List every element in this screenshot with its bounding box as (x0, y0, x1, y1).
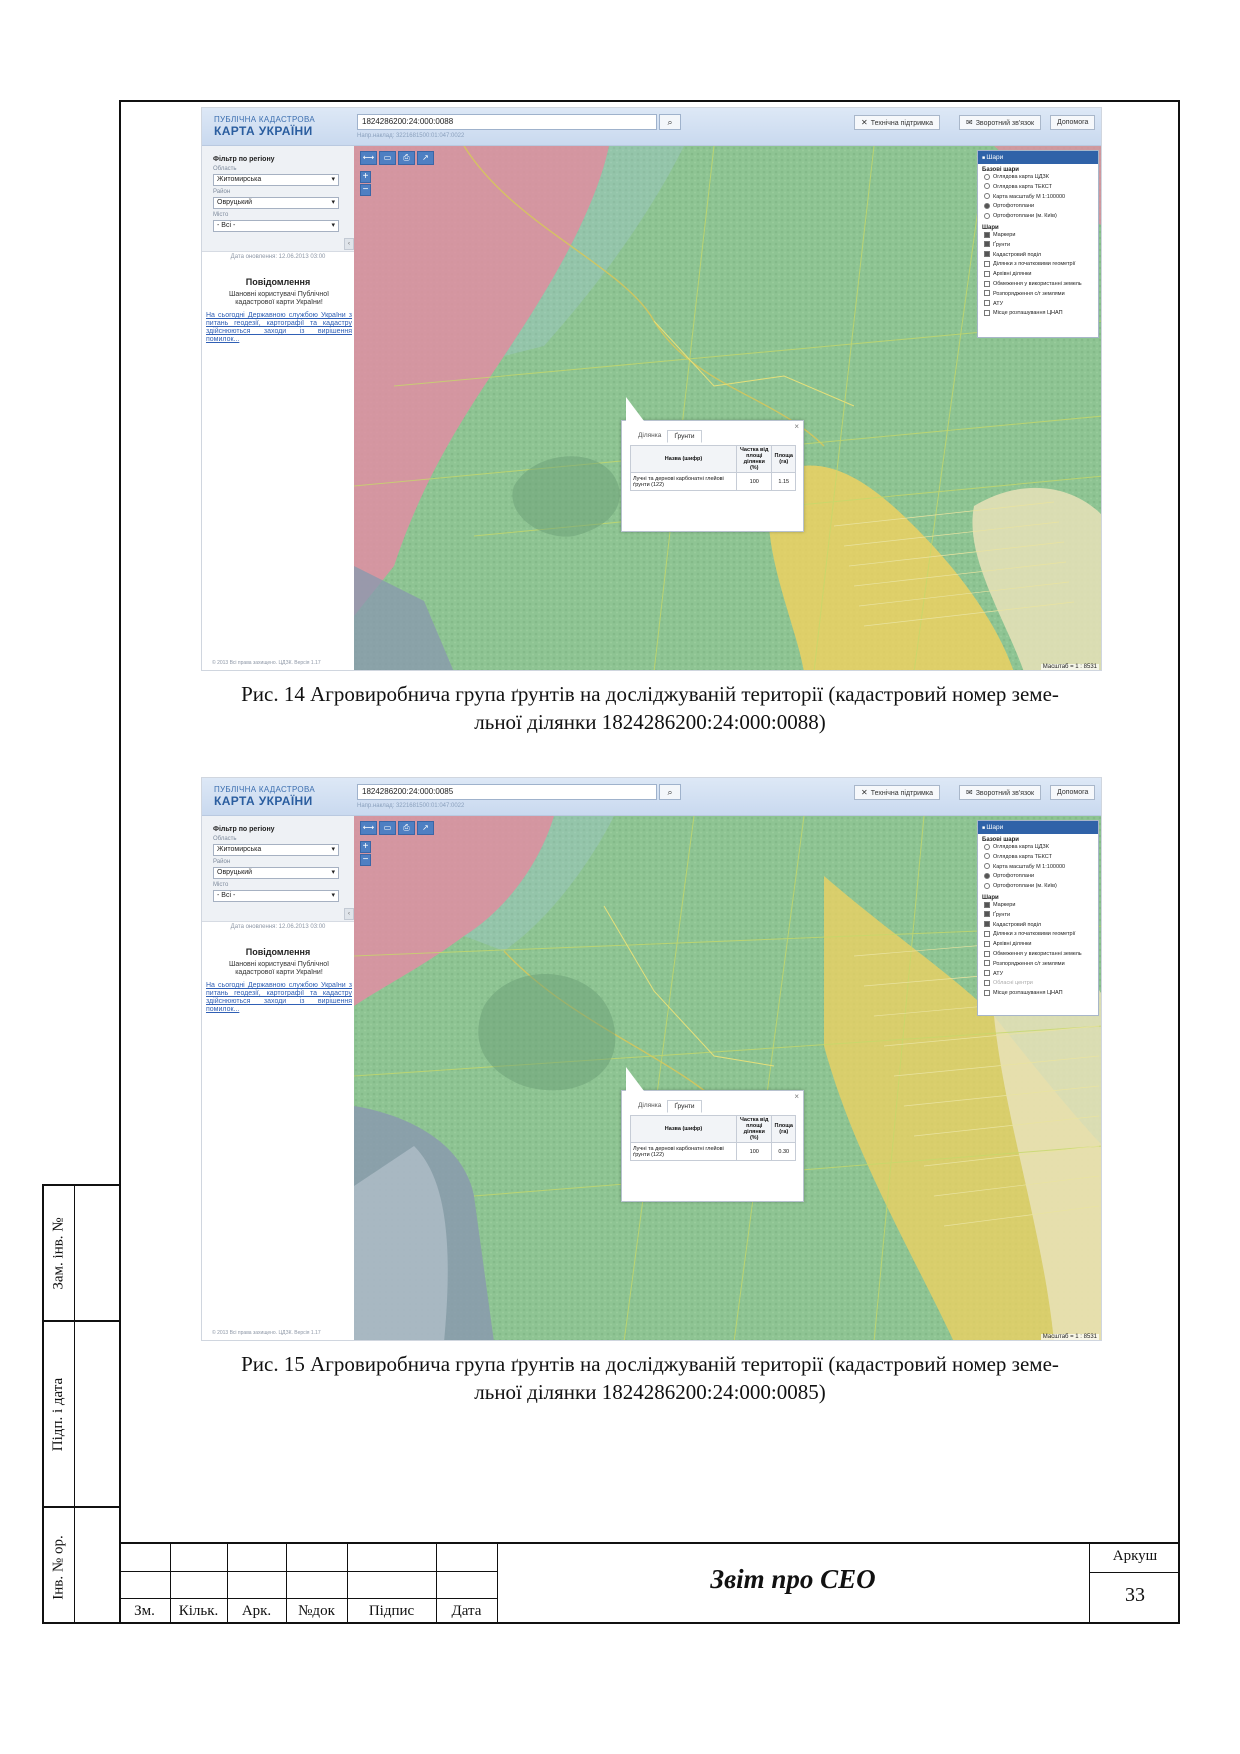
area-icon[interactable]: ▭ (379, 151, 396, 165)
stamp-col-docnum: №док (298, 1603, 335, 1619)
layers-panel (977, 150, 1099, 338)
brand-line2: КАРТА УКРАЇНИ (214, 124, 313, 138)
layers-header[interactable]: ■ Шари (978, 151, 1098, 164)
tab-parcel[interactable]: Ділянка (638, 432, 662, 439)
base-layers-title: Базові шари (982, 837, 1019, 843)
soil-table (630, 1115, 796, 1161)
tab-soils[interactable]: Ґрунти (667, 430, 701, 443)
help-button[interactable]: Допомога (1050, 115, 1095, 130)
print-icon[interactable]: ⎙ (398, 821, 415, 835)
base-layer-option[interactable]: Ортофотоплани (м. Київ) (984, 882, 1098, 892)
filter-title: Фільтр по регіону (213, 156, 275, 163)
base-layer-option[interactable]: Оглядова карта ТЕКСТ (984, 853, 1098, 863)
layer-checkbox[interactable]: Обласні центри (984, 979, 1098, 989)
layer-checkbox[interactable]: Ґрунти (984, 911, 1098, 921)
title-block (119, 1542, 1180, 1624)
search-input[interactable]: 1824286200:24:000:0085 (357, 784, 657, 800)
sheet-label: Аркуш (1112, 1548, 1158, 1564)
layer-checkbox[interactable]: Архівні ділянки (984, 940, 1098, 950)
layer-checkbox[interactable]: Місце розташування ЦНАП (984, 989, 1098, 999)
col-area: Площа (га) (772, 1116, 796, 1143)
app-header (202, 778, 1101, 816)
oblast-select[interactable]: Житомирська ▾ (213, 844, 339, 856)
map-toolbar (360, 151, 434, 165)
stamp-col-qty: Кільк. (178, 1603, 219, 1619)
oblast-select[interactable]: Житомирська ▾ (213, 174, 339, 186)
news-link[interactable]: На сьогодні Державною службою України з питань геодезії, картографії та кадастру здійснюються заходи із вирішення помилок... (206, 312, 352, 343)
collapse-sidebar-icon[interactable]: ‹ (344, 908, 354, 920)
mail-icon: ✉ (966, 788, 973, 797)
layers-header[interactable]: ■ Шари (978, 821, 1098, 834)
base-layer-option[interactable]: Оглядова карта ТЕКСТ (984, 183, 1098, 193)
layer-checkbox[interactable]: Обмеження у використанні земель (984, 950, 1098, 960)
tools-icon: ✕ (861, 788, 868, 797)
misto-label: Місто (213, 882, 229, 888)
side-label-replacement: Зам. інв. № (50, 1216, 67, 1290)
soil-info-popup (621, 1090, 804, 1202)
misto-label: Місто (213, 212, 229, 218)
search-icon[interactable]: ⌕ (659, 114, 681, 130)
layer-checkbox[interactable]: Розпорядження с/г землями (984, 290, 1098, 300)
close-icon[interactable]: × (794, 1092, 799, 1101)
search-hint: Напр.наклад: 3221681500:01:047:0022 (357, 133, 465, 139)
sidebar (202, 146, 354, 671)
update-date: Дата оновлення: 12.06.2013 03:00 (230, 254, 326, 260)
support-button[interactable]: ✕ Технічна підтримка (854, 115, 940, 130)
copyright: © 2013 Всі права захищено. ЦДЗК. Версія 1.17 (212, 1330, 321, 1336)
zoom-out-icon[interactable]: − (360, 184, 371, 196)
overlay-layers-title: Шари (982, 894, 999, 901)
rayon-label: Район (213, 189, 231, 195)
overlay-layers-title: Шари (982, 224, 999, 231)
layer-checkbox[interactable]: АТУ (984, 300, 1098, 310)
measure-icon[interactable]: ⟷ (360, 821, 377, 835)
col-area: Площа (га) (772, 446, 796, 473)
collapse-sidebar-icon[interactable]: ‹ (344, 238, 354, 250)
brand-line1: ПУБЛІЧНА КАДАСТРОВА (214, 785, 315, 794)
tab-soils[interactable]: Ґрунти (667, 1100, 701, 1113)
news-title: Повідомлення (245, 947, 311, 957)
misto-select[interactable]: - Всі - ▾ (213, 220, 339, 232)
search-icon[interactable]: ⌕ (659, 784, 681, 800)
help-button[interactable]: Допомога (1050, 785, 1095, 800)
base-layers-title: Базові шари (982, 167, 1019, 173)
feedback-button[interactable]: ✉ Зворотний зв'язок (959, 115, 1041, 130)
layer-checkbox[interactable]: Ділянки з початковими геометрії (984, 260, 1098, 270)
zoom-control (360, 841, 371, 867)
oblast-label: Область (213, 836, 237, 842)
brand-line1: ПУБЛІЧНА КАДАСТРОВА (214, 115, 315, 124)
base-layer-option[interactable]: Карта масштабу М 1:100000 (984, 193, 1098, 203)
feedback-button[interactable]: ✉ Зворотний зв'язок (959, 785, 1041, 800)
misto-select[interactable]: - Всі - ▾ (213, 890, 339, 902)
col-name: Назва (шифр) (631, 446, 737, 473)
base-layer-option[interactable]: Карта масштабу М 1:100000 (984, 863, 1098, 873)
map-view[interactable] (354, 816, 1102, 1341)
mail-icon: ✉ (966, 118, 973, 127)
share-icon[interactable]: ↗ (417, 151, 434, 165)
document-title: Звіт про СЕО (710, 1564, 876, 1594)
news-link[interactable]: На сьогодні Державною службою України з питань геодезії, картографії та кадастру здійснюються заходи із вирішення помилок... (206, 982, 352, 1013)
share-icon[interactable]: ↗ (417, 821, 434, 835)
scale-readout: Масштаб = 1 : 8531 (1042, 1334, 1097, 1340)
base-layer-option[interactable]: Ортофотоплани (984, 872, 1098, 882)
region-filter (202, 816, 354, 922)
layer-checkbox[interactable]: Місце розташування ЦНАП (984, 309, 1098, 319)
side-label-original-inventory: Інв. № ор. (50, 1534, 67, 1600)
map-view[interactable] (354, 146, 1102, 671)
layer-checkbox[interactable]: АТУ (984, 970, 1098, 980)
sidebar (202, 816, 354, 1341)
col-name: Назва (шифр) (631, 1116, 737, 1143)
app-header (202, 108, 1101, 146)
print-icon[interactable]: ⎙ (398, 151, 415, 165)
rayon-select[interactable]: Овруцький ▾ (213, 197, 339, 209)
filter-title: Фільтр по регіону (213, 826, 275, 833)
brand-line2: КАРТА УКРАЇНИ (214, 794, 313, 808)
oblast-label: Область (213, 166, 237, 172)
zoom-out-icon[interactable]: − (360, 854, 371, 866)
layer-checkbox[interactable]: Обмеження у використанні земель (984, 280, 1098, 290)
stamp-col-signature: Підпис (368, 1603, 415, 1619)
figure-caption-14: Рис. 14 Агровиробнича група ґрунтів на досліджуваній території (кадастровий номер земе- льної ділянки 1824286200:24:000:0088) (241, 682, 1059, 734)
measure-icon[interactable]: ⟷ (360, 151, 377, 165)
base-layer-option[interactable]: Ортофотоплани (984, 202, 1098, 212)
stamp-col-sheet: Арк. (241, 1603, 272, 1619)
rayon-label: Район (213, 859, 231, 865)
copyright: © 2013 Всі права захищено. ЦДЗК. Версія 1.17 (212, 660, 321, 666)
layer-checkbox[interactable]: Ділянки з початковими геометрії (984, 930, 1098, 940)
base-layer-option[interactable]: Оглядова карта ЦДЗК (984, 843, 1098, 853)
map-screenshot-2 (201, 777, 1102, 1341)
layer-checkbox[interactable]: Архівні ділянки (984, 270, 1098, 280)
side-stamp-strip (42, 1184, 121, 1624)
figure-caption-15: Рис. 15 Агровиробнича група ґрунтів на досліджуваній території (кадастровий номер земе- льної ділянки 1824286200:24:000:0085) (241, 1352, 1059, 1404)
layer-checkbox[interactable]: Розпорядження с/г землями (984, 960, 1098, 970)
support-button[interactable]: ✕ Технічна підтримка (854, 785, 940, 800)
region-filter (202, 146, 354, 252)
search-hint: Напр.наклад: 3221681500:01:047:0022 (357, 803, 465, 809)
side-label-signature-date: Підп. і дата (50, 1377, 67, 1451)
sheet-number: 33 (1125, 1584, 1145, 1606)
col-share: Частка від площі ділянки (%) (736, 1116, 772, 1143)
tab-parcel[interactable]: Ділянка (638, 1102, 662, 1109)
close-icon[interactable]: × (794, 422, 799, 431)
news-body: Шановні користувачі Публічної кадастрової карти України! (228, 961, 330, 976)
zoom-in-icon[interactable]: + (360, 841, 371, 853)
layer-checkbox[interactable]: Ґрунти (984, 241, 1098, 251)
layer-checkbox[interactable]: Маркери (984, 231, 1098, 241)
scale-readout: Масштаб = 1 : 8531 (1042, 664, 1097, 670)
area-icon[interactable]: ▭ (379, 821, 396, 835)
layers-panel (977, 820, 1099, 1016)
col-share: Частка від площі ділянки (%) (736, 446, 772, 473)
stamp-col-date: Дата (451, 1603, 482, 1619)
layer-checkbox[interactable]: Кадастровий поділ (984, 251, 1098, 261)
zoom-in-icon[interactable]: + (360, 171, 371, 183)
news-body: Шановні користувачі Публічної кадастрової карти України! (228, 291, 330, 306)
popup-pointer (626, 397, 644, 421)
layer-checkbox[interactable]: Маркери (984, 901, 1098, 911)
stamp-col-change: Зм. (134, 1603, 155, 1619)
tools-icon: ✕ (861, 118, 868, 127)
map-screenshot-1 (201, 107, 1102, 671)
soil-info-popup (621, 420, 804, 532)
base-layer-option[interactable]: Ортофотоплани (м. Київ) (984, 212, 1098, 222)
rayon-select[interactable]: Овруцький ▾ (213, 867, 339, 879)
table-row: Лучні та дернові карбонатні глейові ґрунти (122) 100 0.30 (631, 1143, 796, 1161)
map-toolbar (360, 821, 434, 835)
base-layer-option[interactable]: Оглядова карта ЦДЗК (984, 173, 1098, 183)
layer-checkbox[interactable]: Кадастровий поділ (984, 921, 1098, 931)
update-date: Дата оновлення: 12.06.2013 03:00 (230, 924, 326, 930)
table-row: Лучні та дернові карбонатні глейові ґрунти (122) 100 1.15 (631, 473, 796, 491)
zoom-control (360, 171, 371, 197)
popup-pointer (626, 1067, 644, 1091)
soil-table (630, 445, 796, 491)
news-title: Повідомлення (245, 277, 311, 287)
search-input[interactable]: 1824286200:24:000:0088 (357, 114, 657, 130)
